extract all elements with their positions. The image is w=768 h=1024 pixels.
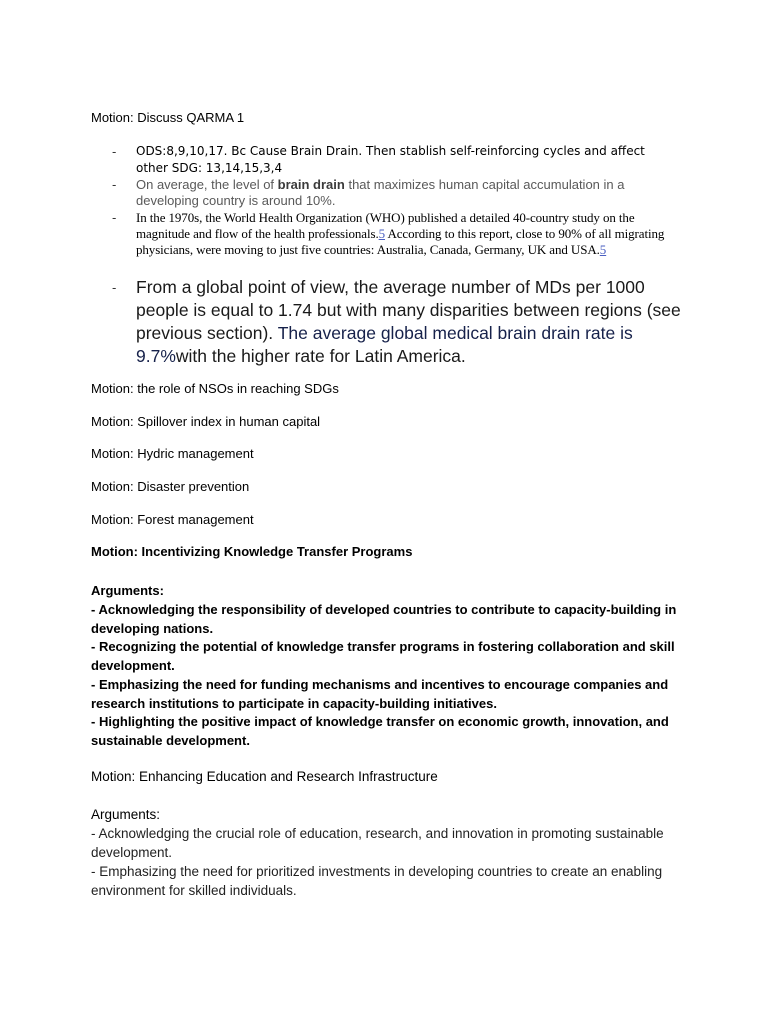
- bullet-brain-drain-level: [112, 177, 692, 211]
- motion-nsos: Motion: the role of NSOs in reaching SDGs: [91, 381, 339, 396]
- dash-marker: -: [112, 210, 117, 225]
- dash-marker: -: [112, 177, 117, 192]
- reference-link-5[interactable]: 5: [378, 226, 386, 241]
- b3-b: According to this report, close to 90% of all migrating physicians, were moving to just five countries: Australia, Canada, Germany, UK and USA.: [136, 226, 665, 257]
- b2-post: that maximizes human capital accumulation in a developing country is around 10%.: [136, 177, 625, 208]
- motion-forest: Motion: Forest management: [91, 512, 254, 527]
- motion-spillover: Motion: Spillover index in human capital: [91, 414, 321, 429]
- dash-marker: -: [112, 280, 117, 295]
- motion-qarma: Motion: Discuss QARMA 1: [91, 110, 245, 125]
- edu-argument: - Emphasizing the need for prioritized investments in developing countries to create an enabling environment for skilled individuals.: [91, 864, 663, 898]
- b2-pre: On average, the level of: [136, 177, 278, 192]
- kt-argument: - Acknowledging the responsibility of developed countries to contribute to capacity-building in developing nations.: [91, 602, 677, 636]
- reference-link-5[interactable]: 5: [599, 242, 607, 257]
- bullet-who-study-text: [136, 210, 681, 258]
- bullet-ods-text: ODS:8,9,10,17. Bc Cause Brain Drain. Then stablish self-reinforcing cycles and affect other SDG: 13,14,15,3,4: [136, 144, 645, 175]
- motion-knowledge-transfer-title: Motion: Incentivizing Knowledge Transfer Programs: [91, 544, 413, 559]
- motion-education-title: Motion: Enhancing Education and Research Infrastructure: [91, 769, 438, 784]
- motion-hydric: Motion: Hydric management: [91, 446, 254, 461]
- arguments-label: Arguments:: [91, 807, 161, 822]
- bullet-global-mds-text: [136, 276, 686, 368]
- bullet-ods: [112, 143, 692, 177]
- edu-argument: - Acknowledging the crucial role of education, research, and innovation in promoting sustainable development.: [91, 826, 664, 860]
- kt-argument: - Emphasizing the need for funding mechanisms and incentives to encourage companies and research institutions to participate in capacity-building initiatives.: [91, 677, 669, 711]
- b4-c: with the higher rate for Latin America.: [175, 346, 466, 366]
- bullet-global-mds: [112, 276, 692, 368]
- bullet-brain-drain-level-text: [136, 177, 656, 209]
- dash-marker: -: [112, 144, 117, 159]
- arguments-label: Arguments:: [91, 583, 164, 598]
- b4-a: From a global point of view, the average number of MDs per 1000 people is equal to 1.74 but with many disparities between regions (see previous section).: [136, 277, 681, 343]
- kt-argument: - Recognizing the potential of knowledge transfer programs in fostering collaboration and skill development.: [91, 639, 675, 673]
- b2-bold: brain drain: [277, 177, 345, 192]
- bullet-who-study: [112, 210, 692, 274]
- b3-a: In the 1970s, the World Health Organization (WHO) published a detailed 40-country study on the magnitude and flow of the health professionals.: [136, 210, 635, 241]
- motion-disaster: Motion: Disaster prevention: [91, 479, 250, 494]
- kt-argument: - Highlighting the positive impact of knowledge transfer on economic growth, innovation, and sustainable development.: [91, 714, 669, 748]
- b4-b: The average global medical brain drain rate is 9.7%: [136, 323, 633, 366]
